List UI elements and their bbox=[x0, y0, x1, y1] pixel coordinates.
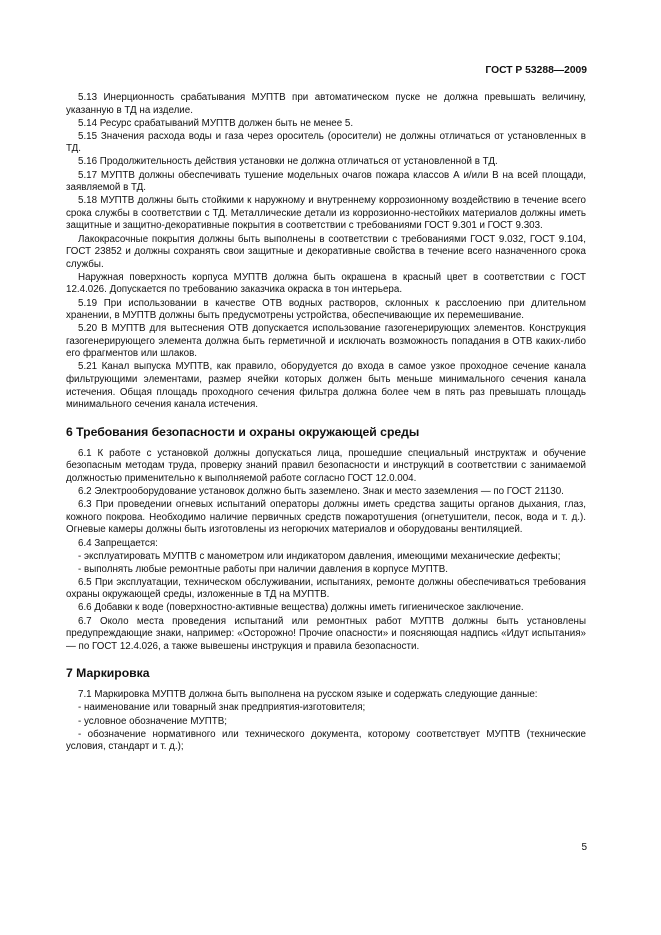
paragraph-5-15: 5.15 Значения расхода воды и газа через ороситель (оросители) не должны отличаться от установленных в ТД. bbox=[66, 130, 586, 155]
page-content bbox=[66, 92, 586, 754]
paragraph-6-1: 6.1 К работе с установкой должны допускаться лица, прошедшие специальный инструктаж и обучение безопасным методам труда, проверку знаний правил безопасности и инструкций в соответствии с занимаемой должностью применительно к выполняемой работе согласно ГОСТ 12.0.004. bbox=[66, 447, 586, 485]
standard-header: ГОСТ Р 53288—2009 bbox=[485, 65, 587, 76]
paragraph-5-18: 5.18 МУПТВ должны быть стойкими к наружному и внутреннему коррозионному воздействию в течение всего срока службы в соответствии с ТД. Металлические детали из коррозионно-нестойких материалов должны иметь защитные и защитно-декоративные покрытия в соответствии с требованиями ГОСТ 9.301 и ГОСТ 9.303. bbox=[66, 195, 586, 232]
paragraph-6-3: 6.3 При проведении огневых испытаний операторы должны иметь средства защиты органов дыхания, глаз, кожного покрова. Необходимо наличие первичных средств пожаротушения (огнетушители, песок, вода и т. д.). Огневые камеры должны быть изготовлены из негорючих материалов и оборудованы вентиляцией. bbox=[66, 499, 586, 536]
section-7-heading: 7 Маркировка bbox=[66, 666, 150, 681]
paragraph-5-19: 5.19 При использовании в качестве ОТВ водных растворов, склонных к расслоению при длительном хранении, в МУПТВ должны быть предусмотрены устройства, обеспечивающие их перемешивание. bbox=[66, 297, 586, 322]
paragraph-6-5: 6.5 При эксплуатации, техническом обслуживании, испытаниях, ремонте должны обеспечиваться требования охраны окружающей среды, изложенные в ТД на МУПТВ. bbox=[66, 576, 586, 601]
paragraph-5-20: 5.20 В МУПТВ для вытеснения ОТВ допускается использование газогенерирующих элементов. Конструкция газогенерирующего элемента должна быть герметичной и исключать возможность попадания в ОТВ каких-либо его фрагментов или шлаков. bbox=[66, 323, 586, 360]
list-item-6-4-a: - эксплуатировать МУПТВ с манометром или индикатором давления, имеющими механические дефекты; bbox=[78, 550, 561, 562]
section-5-continuation bbox=[66, 92, 586, 412]
paragraph-5-21: 5.21 Канал выпуска МУПТВ, как правило, оборудуется до входа в самое узкое проходное сечение канала фильтрующими элементами, размер ячейки которых должен быть меньше минимального сечения канала истечения. Общая площадь проходного сечения фильтра должна более чем в пять раз превышать площадь минимального сечения канала истечения. bbox=[66, 361, 586, 411]
list-item-7-1-b: - условное обозначение МУПТВ; bbox=[78, 715, 227, 727]
paragraph-7-1: 7.1 Маркировка МУПТВ должна быть выполнена на русском языке и содержать следующие данные: bbox=[78, 689, 538, 701]
paragraph-6-2: 6.2 Электрооборудование установок должно быть заземлено. Знак и место заземления — по ГОСТ 21130. bbox=[78, 486, 564, 498]
list-item-7-1-a: - наименование или товарный знак предприятия-изготовителя; bbox=[78, 702, 366, 714]
paragraph-6-4: 6.4 Запрещается: bbox=[78, 537, 158, 549]
section-6-body bbox=[66, 448, 586, 654]
section-7-body bbox=[66, 689, 586, 753]
paragraph-5-13: 5.13 Инерционность срабатывания МУПТВ при автоматическом пуске не должна превышать величину, указанную в ТД на изделие. bbox=[66, 92, 586, 116]
paragraph-5-16: 5.16 Продолжительность действия установки не должна отличаться от установленной в ТД. bbox=[78, 156, 498, 168]
list-item-7-1-c: - обозначение нормативного или технического документа, которому соответствует МУПТВ (технические условия, стандарт и т. д.); bbox=[66, 728, 586, 753]
paragraph-5-17: 5.17 МУПТВ должны обеспечивать тушение модельных очагов пожара классов А и/или В на всей площади, заявляемой в ТД. bbox=[66, 169, 586, 194]
list-item-6-4-b: - выполнять любые ремонтные работы при наличии давления в корпусе МУПТВ. bbox=[78, 563, 449, 575]
paragraph-5-14: 5.14 Ресурс срабатываний МУПТВ должен быть не менее 5. bbox=[78, 117, 354, 129]
paragraph-6-6: 6.6 Добавки к воде (поверхностно-активные вещества) должны иметь гигиеническое заключение. bbox=[78, 602, 524, 614]
paragraph-5-18-coatings: Лакокрасочные покрытия должны быть выполнены в соответствии с требованиями ГОСТ 9.032, ГОСТ 9.104, ГОСТ 23852 и должны сохранять свои защитные и декоративные свойства в течение всего назначенного срока службы. bbox=[66, 233, 586, 270]
paragraph-6-7: 6.7 Около места проведения испытаний или ремонтных работ МУПТВ должны быть установлены предупреждающие знаки, например: «Осторожно! Прочие опасности» и поясняющая надпись «Идут испытания» — по ГОСТ 12.4.026, а также вывешены инструкция и правила безопасности. bbox=[66, 615, 586, 652]
paragraph-5-18-color: Наружная поверхность корпуса МУПТВ должна быть окрашена в красный цвет в соответствии с ГОСТ 12.4.026. Допускается по требованию заказчика окраска в тон интерьера. bbox=[66, 271, 586, 296]
page-number: 5 bbox=[581, 842, 587, 853]
section-6-heading: 6 Требования безопасности и охраны окружающей среды bbox=[66, 424, 420, 439]
